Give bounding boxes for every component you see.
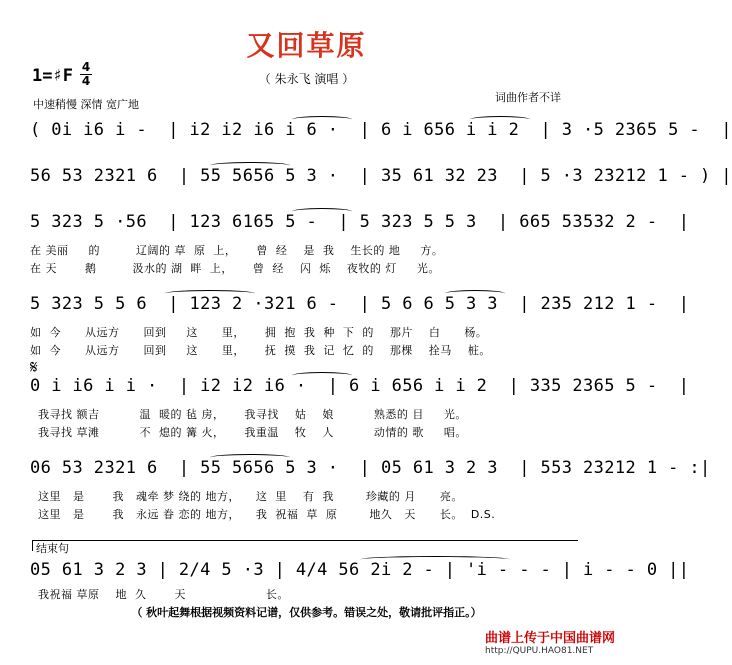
staff-4-lyrics-verse2: 如 今 从远方 回到 这 里， 抚 摸 我 记 忆 的 那棵 拴马 桩。 xyxy=(30,344,491,357)
staff-3-lyrics-verse2: 在 天 鹅 汲水的 湖 畔 上， 曾 经 闪 烁 夜牧的 灯 光。 xyxy=(30,262,440,275)
slur-mark xyxy=(292,208,352,215)
watermark-site-name: 曲谱上传于中国曲谱网 xyxy=(485,631,616,646)
tempo-marking: 中速稍慢 深情 宽广地 xyxy=(33,98,139,111)
staff-5-notes: 0 i i6 i i · | i2 i2 i6 · | 6 i 656 i i 2 | 335 2365 5 - | xyxy=(30,376,690,396)
ending-bracket xyxy=(32,540,578,551)
staff-5-lyrics-verse1: 我寻找 额吉 温 暖的 毡 房， 我寻找 姑 娘 熟悉的 目 光。 xyxy=(30,408,467,421)
slur-mark xyxy=(210,162,290,169)
segno-sign: 𝄋 xyxy=(30,357,38,378)
staff-6-lyrics-verse2: 这里 是 我 永远 眷 恋的 地方， 我 祝福 草 原 地久 天 长。 D.S. xyxy=(30,508,496,521)
composer-credit: 词曲作者不详 xyxy=(495,91,561,104)
staff-3-notes: 5 323 5 ·56 | 123 6165 5 - | 5 323 5 5 3 | 665 53532 2 - | xyxy=(30,212,690,232)
time-signature xyxy=(80,62,92,87)
ending-notes: 05 61 3 2 3 | 2/4 5 ·3 | 4/4 56 2i 2 - | 'i - - - | i - - 0 || xyxy=(30,560,690,580)
staff-6-notes: 06 53 2321 6 | 55 5656 5 3 · | 05 61 3 2 3 | 553 23212 1 - :| xyxy=(30,458,711,478)
slur-mark xyxy=(445,290,505,297)
song-title: 又回草原 xyxy=(246,29,367,62)
key-signature: 1=♯F xyxy=(32,66,73,86)
staff-4-lyrics-verse1: 如 今 从远方 回到 这 里， 拥 抱 我 种 下 的 那片 白 杨。 xyxy=(30,326,488,339)
staff-1-notes: ( 0i i6 i - | i2 i2 i6 i 6 · | 6 i 656 i i 2 | 3 ·5 2365 5 - | xyxy=(30,120,732,140)
singer-credit: （ 朱永飞 演唱 ） xyxy=(258,72,355,86)
slur-mark xyxy=(292,372,352,379)
meter-bottom: 4 xyxy=(81,74,91,88)
meter-top: 4 xyxy=(81,60,91,74)
ending-lyrics: 我祝福 草原 地 久 天 长。 xyxy=(30,588,289,601)
watermark-url: http://QUPU.HAO81.NET xyxy=(485,646,594,656)
staff-2-notes: 56 53 2321 6 | 55 5656 5 3 · | 35 61 32 23 | 5 ·3 23212 1 - ) | xyxy=(30,166,732,186)
ending-label: 结束句 xyxy=(36,542,69,555)
staff-3-lyrics-verse1: 在 美丽 的 辽阔的 草 原 上， 曾 经 是 我 生长的 地 方。 xyxy=(30,244,444,257)
slur-mark xyxy=(360,556,510,563)
transcription-footnote: （ 秋叶起舞根据视频资料记谱，仅供参考。错误之处，敬请批评指正。） xyxy=(131,606,482,619)
slur-mark xyxy=(470,116,530,123)
slur-mark xyxy=(165,290,255,297)
staff-4-notes: 5 323 5 5 6 | 123 2 ·321 6 - | 5 6 6 5 3 3 | 235 212 1 - | xyxy=(30,294,690,314)
slur-mark xyxy=(210,454,290,461)
staff-5-lyrics-verse2: 我寻找 草滩 不 熄的 篝 火， 我重温 牧 人 动情的 歌 唱。 xyxy=(30,426,467,439)
slur-mark xyxy=(292,116,352,123)
staff-6-lyrics-verse1: 这里 是 我 魂牵 梦 绕的 地方， 这 里 有 我 珍藏的 月 亮。 xyxy=(30,490,463,503)
